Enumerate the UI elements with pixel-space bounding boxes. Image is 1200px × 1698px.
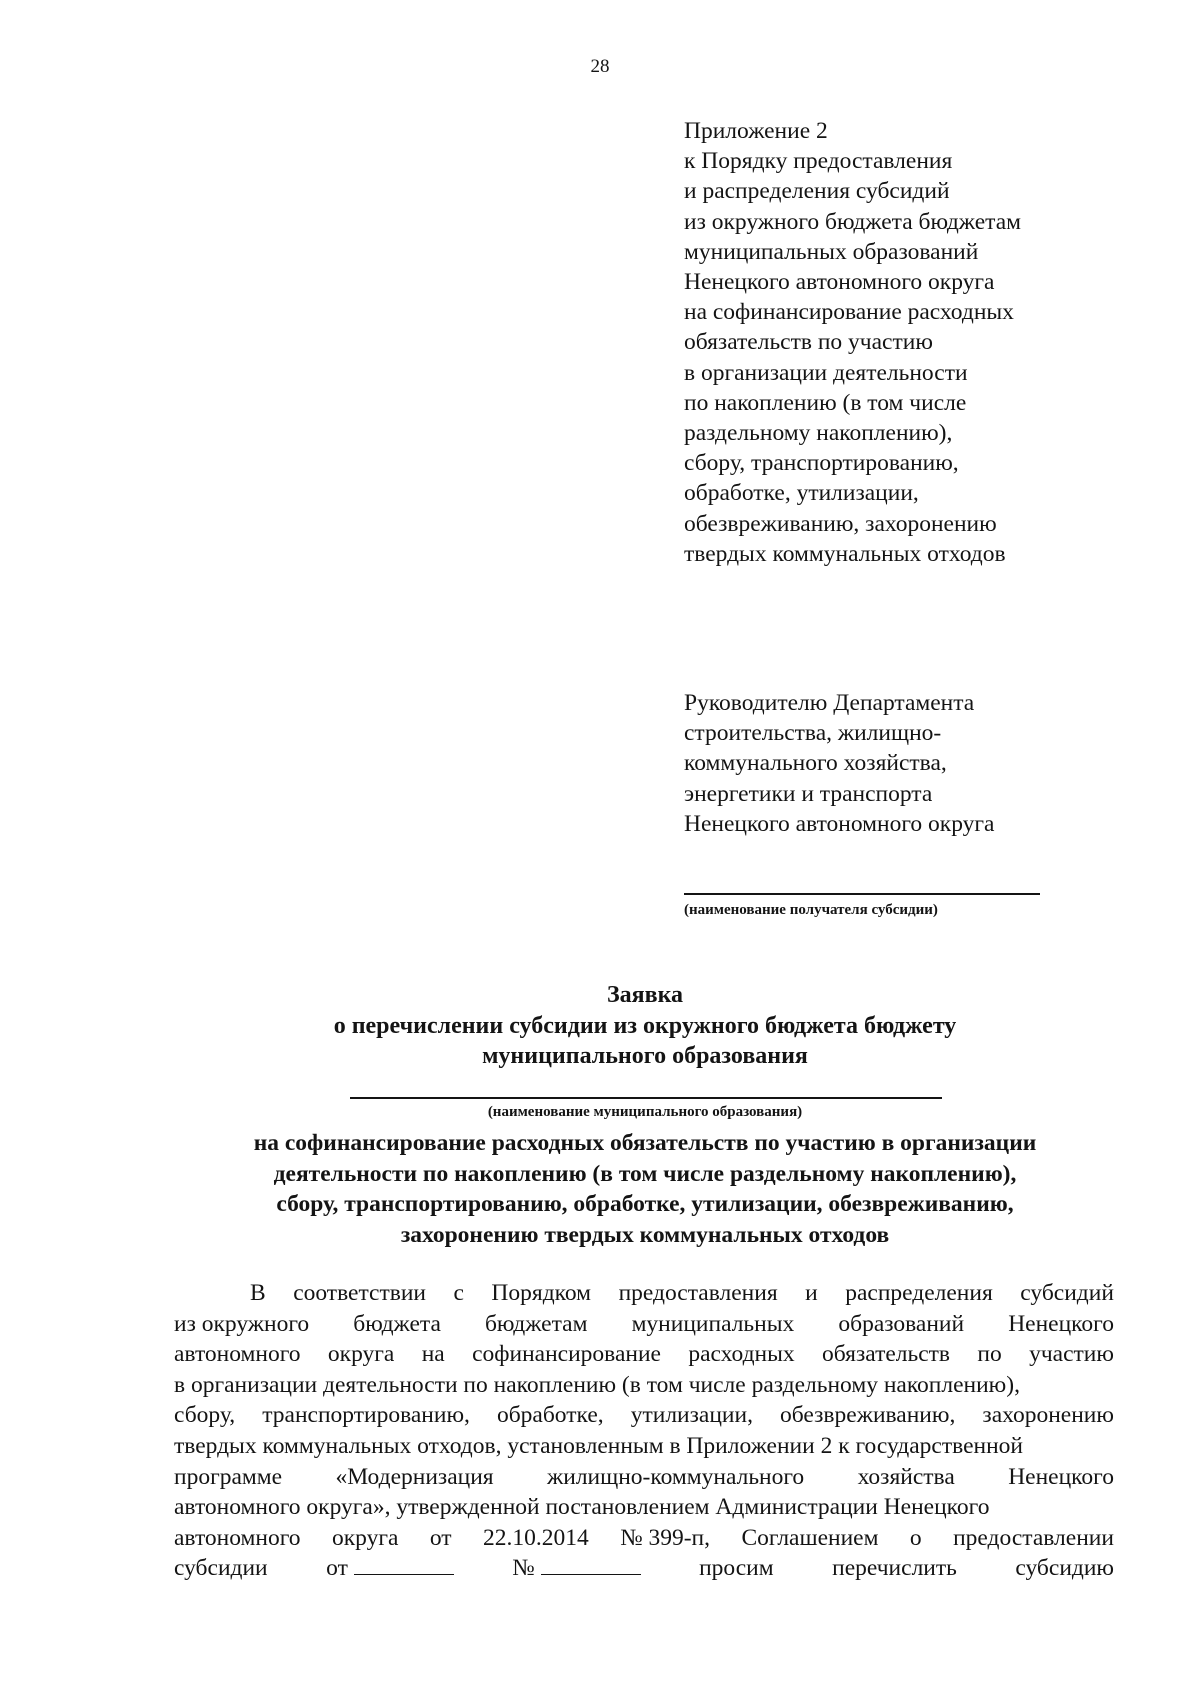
recipient-blank-line <box>684 893 1040 895</box>
addressee-line: Ненецкого автономного округа <box>684 810 995 837</box>
annex-line: из окружного бюджета бюджетам <box>684 208 1022 235</box>
body-line <box>174 1431 1114 1462</box>
word: обработке, <box>496 1402 604 1429</box>
word: и <box>805 1280 818 1306</box>
annex-line: Ненецкого автономного округа <box>684 269 995 296</box>
word: хозяйства <box>857 1463 955 1490</box>
word: расходных <box>688 1341 795 1368</box>
body-line-text: в организации деятельности по накоплению (в том числе раздельному накоплению), <box>174 1371 1020 1398</box>
purpose-line: сбору, транспортированию, обработке, утилизации, обезвреживанию, <box>276 1191 1014 1217</box>
addressee-line: коммунального хозяйства, <box>684 750 947 777</box>
addressee-line: Руководителю Департамента <box>684 690 975 716</box>
word: округа <box>331 1524 399 1551</box>
municipality-caption: (наименование муниципального образования) <box>487 1104 803 1120</box>
application-title <box>0 980 1200 1072</box>
word: автономного <box>174 1341 301 1368</box>
application-purpose <box>150 1128 1140 1250</box>
word: автономного <box>174 1524 301 1551</box>
body-line-last <box>174 1553 1114 1584</box>
word: Ненецкого <box>1008 1463 1114 1490</box>
word: софинансирование <box>472 1341 661 1368</box>
annex-line: в организации деятельности <box>684 359 968 386</box>
word: на <box>421 1341 445 1368</box>
word: распределения <box>845 1280 993 1306</box>
word: обязательств <box>822 1341 951 1368</box>
body-line-text: автономного округа», утвержденной постановлением Администрации Ненецкого <box>174 1494 990 1521</box>
annex-line: на софинансирование расходных <box>684 299 1014 326</box>
body-line <box>174 1339 1114 1370</box>
word: о <box>909 1524 922 1551</box>
number-field <box>512 1553 640 1584</box>
municipality-blank-line <box>350 1097 942 1099</box>
annex-line: обезвреживанию, захоронению <box>684 510 997 537</box>
word: образований <box>838 1310 965 1337</box>
word: № <box>512 1555 535 1582</box>
word: по <box>977 1341 1002 1368</box>
word: программе <box>174 1463 283 1490</box>
body-line <box>174 1400 1114 1431</box>
annex-line: обязательств по участию <box>684 329 933 356</box>
word: обезвреживанию, <box>780 1402 956 1429</box>
body-line <box>174 1462 1114 1493</box>
word: перечислить <box>832 1555 957 1582</box>
purpose-line: деятельности по накоплению (в том числе раздельному накоплению), <box>273 1160 1017 1187</box>
word: жилищно-коммунального <box>547 1463 805 1490</box>
annex-line: и распределения субсидий <box>684 178 950 205</box>
word: № 399-п, <box>620 1524 711 1551</box>
word: от <box>429 1524 452 1551</box>
word: округа <box>327 1341 395 1368</box>
annex-line: обработке, утилизации, <box>684 480 919 507</box>
word: от <box>326 1555 348 1582</box>
word: участию <box>1029 1341 1114 1368</box>
word: бюджета <box>353 1310 441 1337</box>
purpose-line: захоронению твердых коммунальных отходов <box>400 1221 890 1248</box>
purpose-line: на софинансирование расходных обязательств по участию в организации <box>253 1130 1037 1156</box>
word: захоронению <box>982 1402 1114 1429</box>
title-heading: Заявка <box>606 982 684 1008</box>
word: утилизации, <box>630 1402 753 1429</box>
word: субсидию <box>1015 1555 1114 1582</box>
word: с <box>453 1280 464 1306</box>
word: Ненецкого <box>1008 1310 1114 1337</box>
word: транспортированию, <box>262 1402 470 1429</box>
title-line: о перечислении субсидии из окружного бюджета бюджету <box>333 1012 957 1039</box>
annex-line: Приложение 2 <box>684 118 828 144</box>
addressee-line: строительства, жилищно- <box>684 720 942 747</box>
word: из окружного <box>174 1310 310 1337</box>
annex-line: твердых коммунальных отходов <box>684 540 1006 567</box>
word: субсидии <box>174 1555 268 1582</box>
annex-line: по накоплению (в том числе <box>684 389 967 416</box>
word: Соглашением <box>741 1524 879 1551</box>
word: просим <box>699 1555 774 1582</box>
annex-header <box>684 116 1154 569</box>
word: муниципальных <box>631 1310 795 1337</box>
body-line <box>174 1370 1114 1401</box>
word: В <box>250 1280 266 1306</box>
word: соответствии <box>293 1280 426 1306</box>
title-line: муниципального образования <box>482 1043 808 1069</box>
addressee-block <box>684 688 1154 839</box>
word: сбору, <box>174 1402 236 1429</box>
addressee-line: энергетики и транспорта <box>684 780 933 807</box>
recipient-caption: (наименование получателя субсидии) <box>684 902 938 918</box>
body-line-text: твердых коммунальных отходов, установленным в Приложении 2 к государственной <box>174 1432 1023 1459</box>
annex-line: муниципальных образований <box>684 238 979 265</box>
number-blank <box>541 1554 641 1575</box>
word: Порядком <box>491 1280 592 1306</box>
body-line <box>174 1523 1114 1554</box>
date-blank <box>354 1554 454 1575</box>
word: «Модернизация <box>335 1463 494 1490</box>
word: предоставлении <box>953 1524 1114 1551</box>
annex-line: к Порядку предоставления <box>684 148 953 175</box>
body-line <box>174 1278 1114 1309</box>
date-field <box>326 1553 454 1584</box>
word: бюджетам <box>484 1310 588 1337</box>
word: предоставления <box>618 1280 778 1306</box>
page-number: 28 <box>590 56 610 77</box>
body-line <box>174 1309 1114 1340</box>
word: субсидий <box>1020 1280 1114 1306</box>
annex-line: раздельному накоплению), <box>684 420 953 447</box>
body-line <box>174 1492 1114 1523</box>
body-paragraph <box>174 1278 1114 1584</box>
annex-line: сбору, транспортированию, <box>684 450 959 477</box>
word: 22.10.2014 <box>483 1524 589 1551</box>
